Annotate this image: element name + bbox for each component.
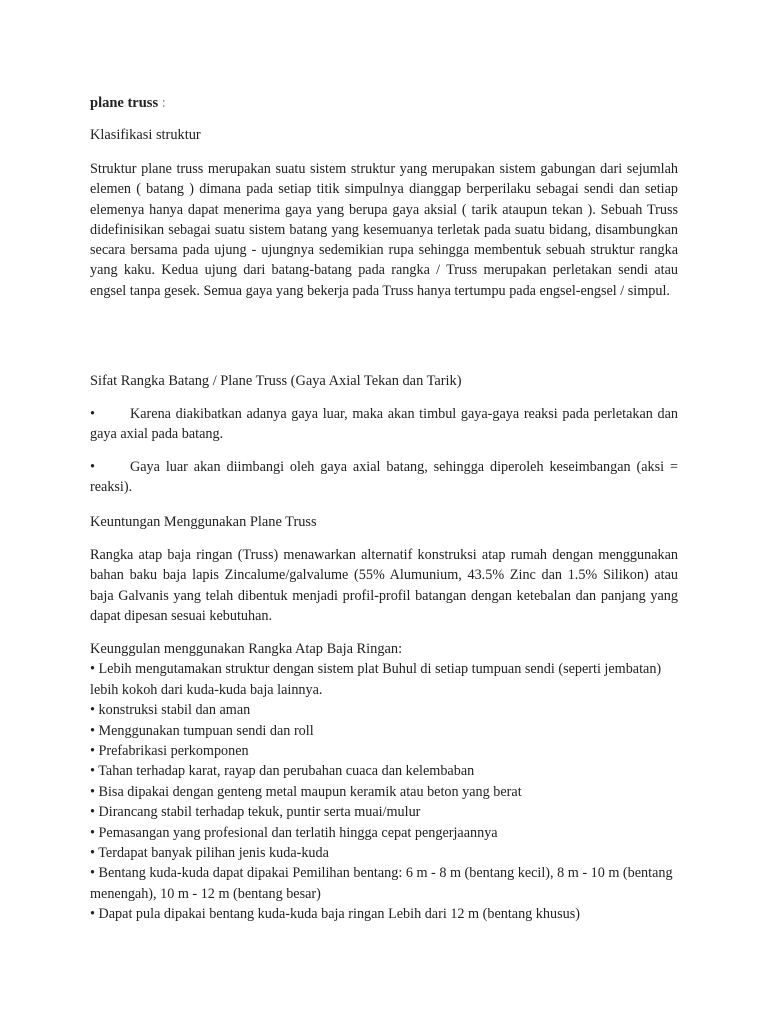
list-item: • Terdapat banyak pilihan jenis kuda-kuda (90, 845, 329, 862)
sifat-bullet-1-text: Karena diakibatkan adanya gaya luar, maka akan timbul gaya-gaya reaksi pada perletakan dan gaya axial pada batang. (90, 406, 678, 443)
title-text: plane truss (90, 95, 159, 111)
bullet-mark: • (90, 406, 95, 422)
list-item: • Bisa dipakai dengan genteng metal maupun keramik atau beton yang berat (90, 783, 522, 800)
list-item: • Prefabrikasi perkomponen (90, 743, 249, 760)
sifat-heading: Sifat Rangka Batang / Plane Truss (Gaya Axial Tekan dan Tarik) (90, 373, 462, 389)
title-colon: : (158, 95, 166, 111)
list-item: • Tahan terhadap karat, rayap dan perubahan cuaca dan kelembaban (90, 763, 475, 780)
klasifikasi-heading: Klasifikasi struktur (90, 127, 201, 143)
sifat-bullet-2 (90, 457, 678, 498)
intro-paragraph: Struktur plane truss merupakan suatu sistem struktur yang merupakan sistem gabungan dari sejumlah elemen ( batang ) dimana pada setiap titik simpulnya dianggap berperilaku sebagai sendi dan setiap elemenya hanya dapat menerima gaya yang berupa gaya aksial ( tarik ataupun tekan ). Sebuah Truss didefinisikan sebagai suatu sistem batang yang kesemuanya terletak pada suatu bidang, disambungkan secara bersama pada ujung - ujungnya sedemikian rupa sehingga membentuk sebuah struktur rangka yang kaku. Kedua ujung dari batang-batang pada rangka / Truss merupakan perletakan sendi atau engsel tanpa gesek. Semua gaya yang bekerja pada Truss hanya tertumpu pada engsel-engsel / simpul. (90, 161, 678, 299)
sifat-bullet-1 (90, 404, 678, 445)
list-item: • Lebih mengutamakan struktur dengan sistem plat Buhul di setiap tumpuan sendi (seperti jembatan) lebih kokoh dari kuda-kuda baja lainnya. (90, 661, 662, 698)
keuntungan-paragraph: Rangka atap baja ringan (Truss) menawarkan alternatif konstruksi atap rumah dengan menggunakan bahan baku baja lapis Zincalume/galvalume (55% Alumunium, 43.5% Zinc dan 1.5% Silikon) atau baja Galvanis yang telah dibentuk menjadi profil-profil batangan dengan ketebalan dan panjang yang dapat dipesan sesuai kebutuhan. (90, 547, 678, 624)
list-item: • Dapat pula dipakai bentang kuda-kuda baja ringan Lebih dari 12 m (bentang khusus) (90, 906, 580, 923)
keunggulan-heading: Keunggulan menggunakan Rangka Atap Baja Ringan: (90, 641, 403, 657)
document-title (90, 93, 678, 113)
list-item: • Bentang kuda-kuda dapat dipakai Pemilihan bentang: 6 m - 8 m (bentang kecil), 8 m - 10 m (bentang menengah), 10 m - 12 m (bentang besar) (90, 865, 673, 902)
bullet-mark: • (90, 459, 95, 475)
list-item: • Menggunakan tumpuan sendi dan roll (90, 722, 314, 739)
sifat-bullet-2-text: Gaya luar akan diimbangi oleh gaya axial batang, sehingga diperoleh keseimbangan (aksi = reaksi). (90, 459, 678, 496)
keunggulan-list (90, 659, 678, 924)
keuntungan-heading: Keuntungan Menggunakan Plane Truss (90, 514, 317, 530)
list-item: • Pemasangan yang profesional dan terlatih hingga cepat pengerjaannya (90, 824, 498, 841)
list-item: • konstruksi stabil dan aman (90, 702, 251, 719)
list-item: • Dirancang stabil terhadap tekuk, puntir serta muai/mulur (90, 804, 421, 821)
